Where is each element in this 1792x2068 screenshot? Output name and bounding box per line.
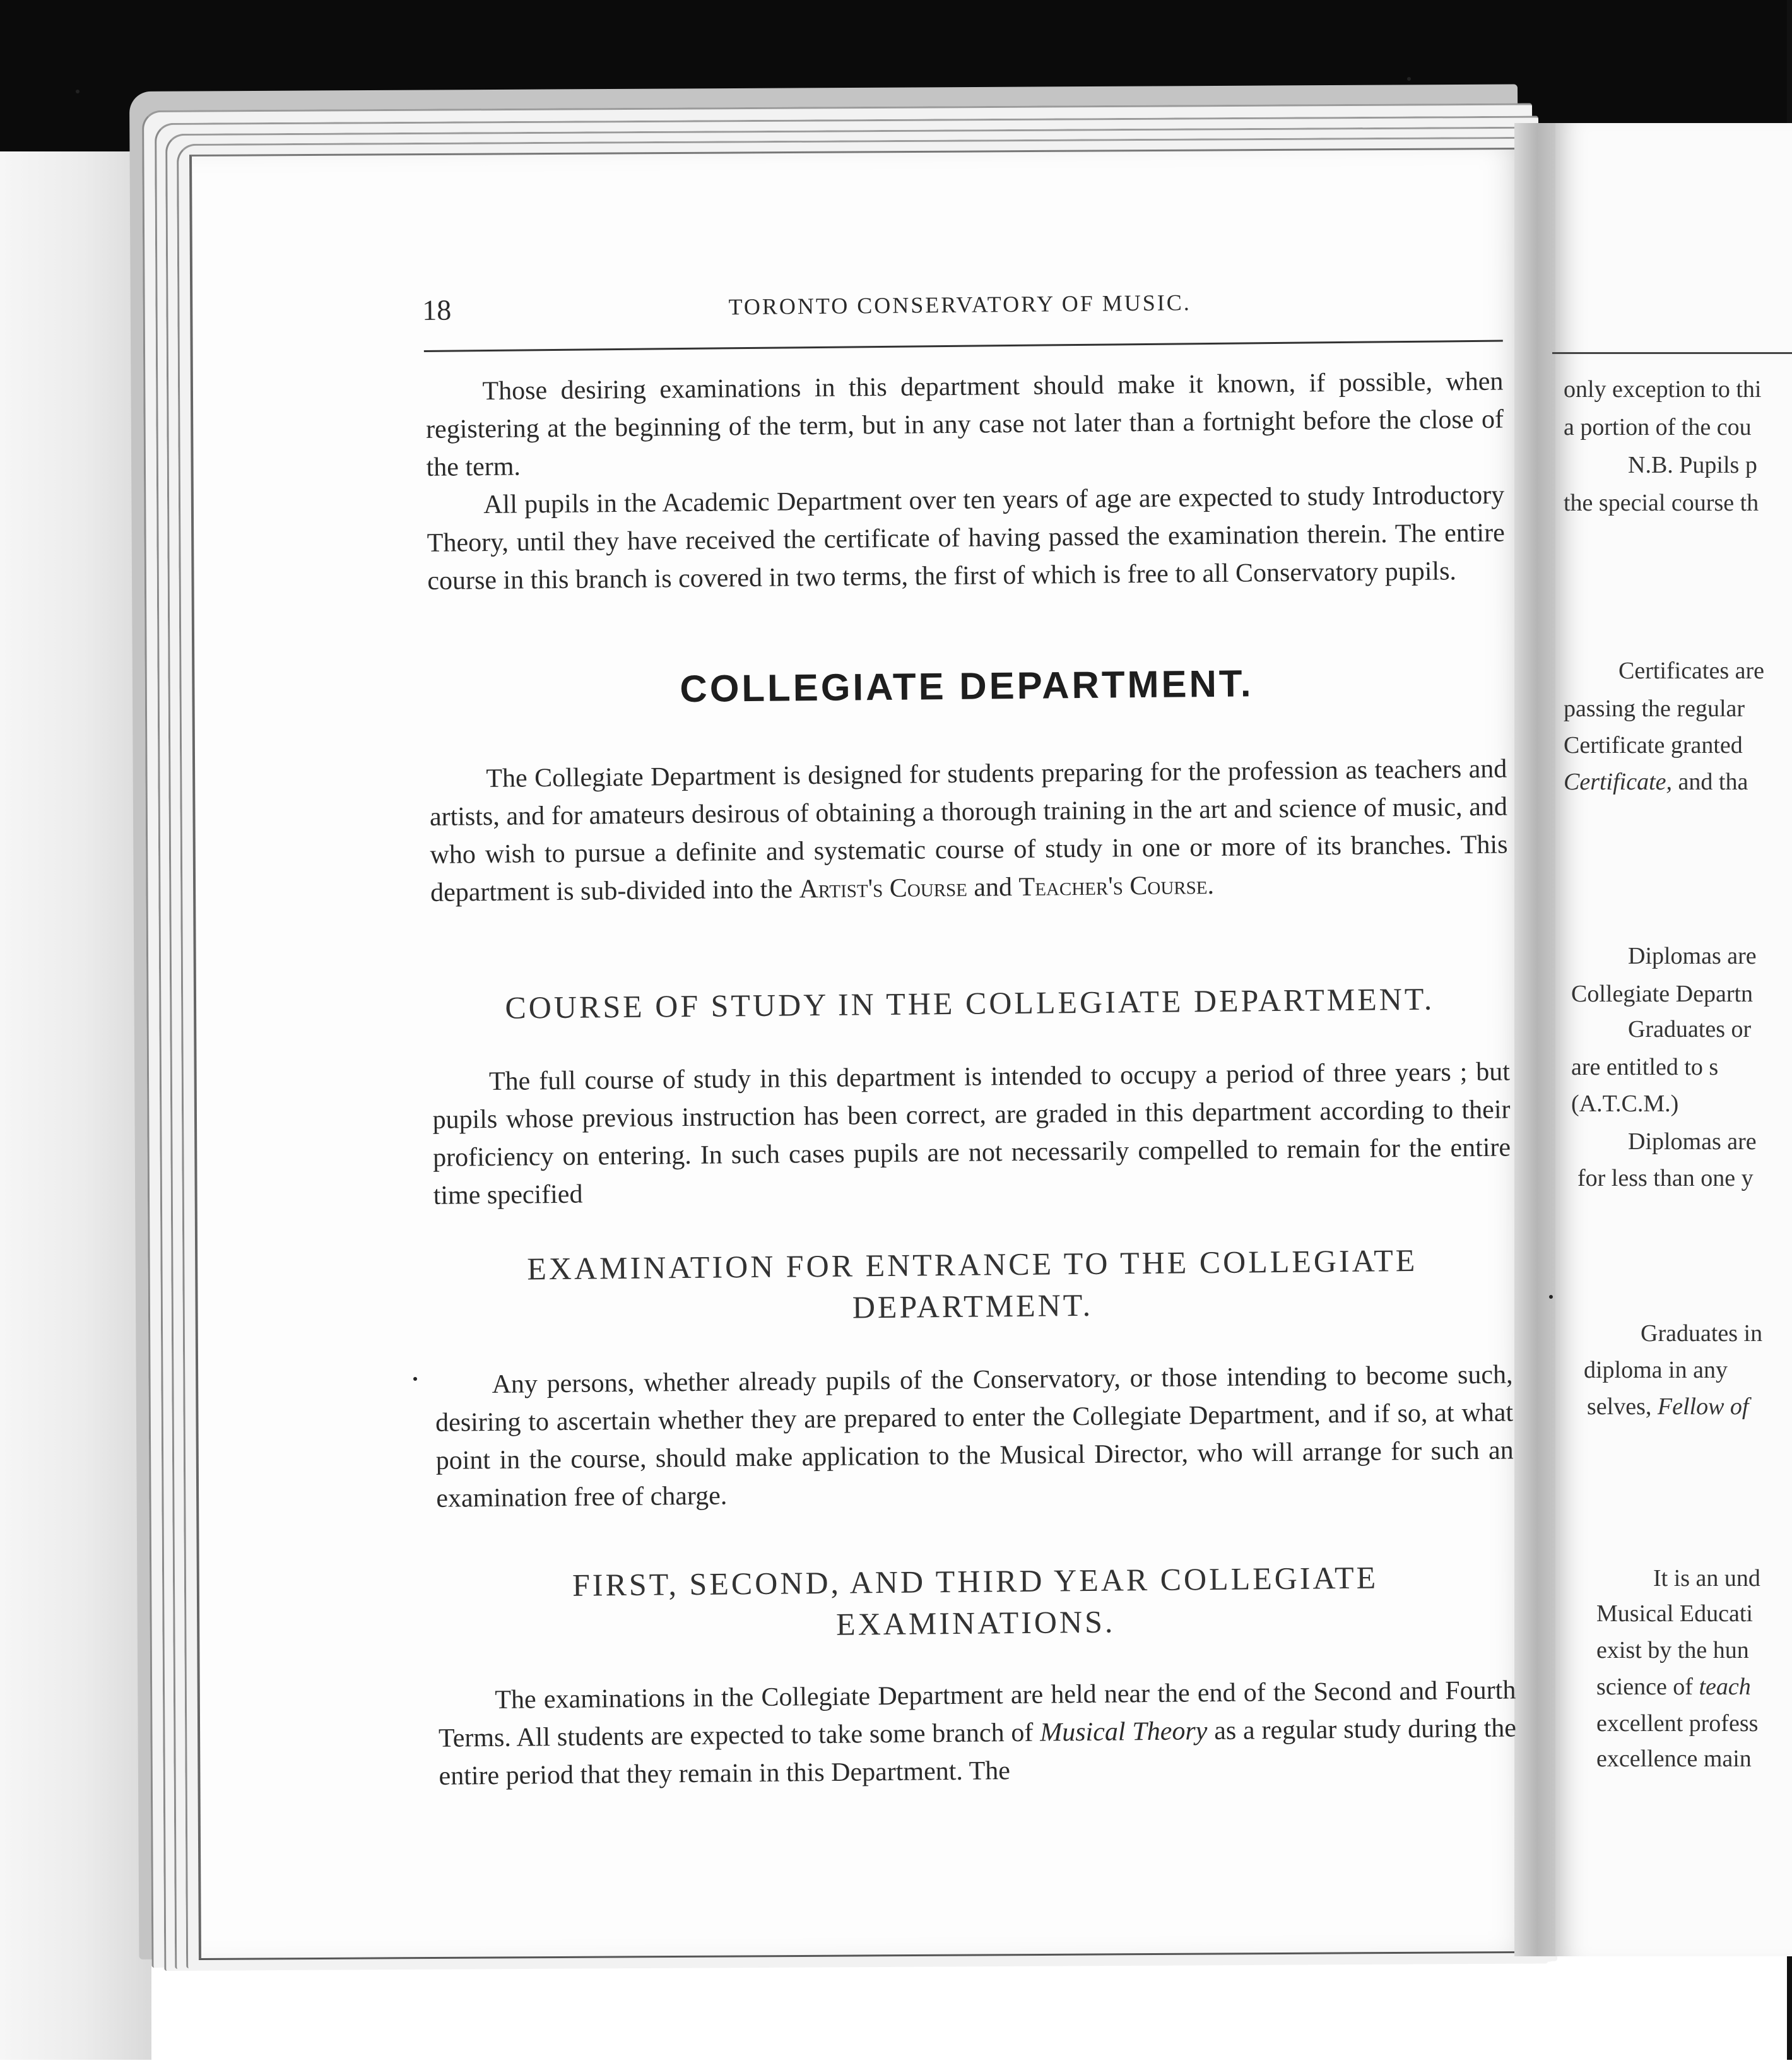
right-line: Graduates or (1628, 1016, 1752, 1043)
dust-speck (1407, 77, 1411, 81)
right-line: excellence main (1596, 1746, 1752, 1772)
certificate-italic: Certificate, (1564, 769, 1673, 795)
right-line: for less than one y (1577, 1165, 1754, 1191)
right-line: Diplomas are (1628, 1128, 1757, 1155)
right-line-tail: and tha (1672, 769, 1748, 795)
course-of-study-heading: COURSE OF STUDY IN THE COLLEGIATE DEPARTMENT. (505, 981, 1435, 1025)
entrance-exam-paragraph: Any persons, whether already pupils of the Conservatory, or those intending to become such, desiring to ascertain whether they are prepared to enter the Collegiate Department, and if so, at what point in the course, should make application to the Musical Director, who will arrange for such an examination free of charge. (435, 1360, 1514, 1513)
right-line: diploma in any (1584, 1357, 1728, 1383)
teachers-course: Teacher's Course (1018, 871, 1208, 902)
right-line: It is an und (1653, 1565, 1760, 1592)
collegiate-text-start: The Collegiate Department is designed for students preparing for the profession as teachers and artists, and for amateurs desirous of obtaining a thorough training in the art and science of music, and who wish to pursue a definite and systematic course of study in one or more of its branches. This department is sub-divided into the (429, 754, 1508, 907)
fellow-italic: Fellow of (1657, 1393, 1749, 1420)
intro-paragraph-1: Those desiring examinations in this department should make it known, if possible, when registering at the beginning of the term, but in any case not later than a fortnight before the close of the term. (425, 367, 1504, 482)
year-exams-text-start: The examinations in the Collegiate Department are held near the end of the Second and Fourth Terms. All students are expected to take some branch of (438, 1675, 1516, 1753)
right-line-head: selves, (1587, 1393, 1658, 1420)
header-rule (424, 340, 1503, 352)
year-exams-text-end: as a regular study during the entire period that they remain in this Department. The (439, 1713, 1517, 1791)
course-of-study-paragraph: The full course of study in this department is intended to occupy a period of three years ; but pupils whose previous instruction has been correct, are graded in this department according to their proficiency on entering. In such cases pupils are not necessarily compelled to remain for the entire time specified (432, 1057, 1511, 1210)
right-line: passing the regular (1564, 695, 1745, 722)
right-line: a portion of the cou (1564, 414, 1752, 440)
dust-speck (76, 90, 80, 93)
collegiate-heading: COLLEGIATE DEPARTMENT. (680, 662, 1254, 711)
page-number: 18 (422, 293, 452, 326)
year-exams-paragraph (438, 1671, 1517, 1795)
right-line: N.B. Pupils p (1628, 452, 1757, 478)
dust-speck (1549, 1295, 1553, 1299)
right-line: are entitled to s (1571, 1054, 1719, 1080)
right-line (1564, 766, 1748, 798)
right-line: the special course th (1564, 490, 1759, 516)
right-line (1587, 1391, 1748, 1422)
right-line (1596, 1671, 1751, 1703)
teach-italic: teach (1699, 1674, 1751, 1700)
collegiate-text-end: . (1207, 870, 1215, 901)
entrance-exam-heading-line-2: DEPARTMENT. (852, 1287, 1093, 1325)
right-line: Graduates in (1641, 1320, 1763, 1347)
right-line: only exception to thi (1564, 376, 1762, 403)
collegiate-paragraph (429, 750, 1508, 912)
right-line: Certificates are (1618, 658, 1765, 684)
and-word: and (967, 872, 1019, 902)
right-line: Musical Educati (1596, 1600, 1753, 1627)
intro-paragraph-2: All pupils in the Academic Department over ten years of age are expected to study Introductory Theory, until they have received the certificate of having passed the examination therein. The entire course in this branch is covered in two terms, the first of which is free to all Conservatory pupils. (427, 480, 1505, 596)
musical-theory: Musical Theory (1040, 1716, 1208, 1747)
right-line: Collegiate Departn (1571, 981, 1754, 1007)
right-header-rule (1552, 352, 1792, 354)
running-header: TORONTO CONSERVATORY OF MUSIC. (728, 290, 1192, 320)
year-exams-heading-line-2: EXAMINATIONS. (835, 1604, 1116, 1642)
dust-speck (413, 1377, 417, 1381)
right-line: Certificate granted (1564, 732, 1743, 759)
right-line-head: science of (1596, 1674, 1699, 1700)
entrance-exam-heading-line-1: EXAMINATION FOR ENTRANCE TO THE COLLEGIATE (527, 1242, 1418, 1287)
artists-course: Artist's Course (799, 873, 968, 904)
right-line: Diplomas are (1628, 943, 1757, 969)
right-line: exist by the hun (1596, 1637, 1749, 1663)
year-exams-heading-line-1: FIRST, SECOND, AND THIRD YEAR COLLEGIATE (572, 1559, 1379, 1603)
right-line: excellent profess (1596, 1710, 1759, 1737)
right-line: (A.T.C.M.) (1571, 1090, 1679, 1117)
